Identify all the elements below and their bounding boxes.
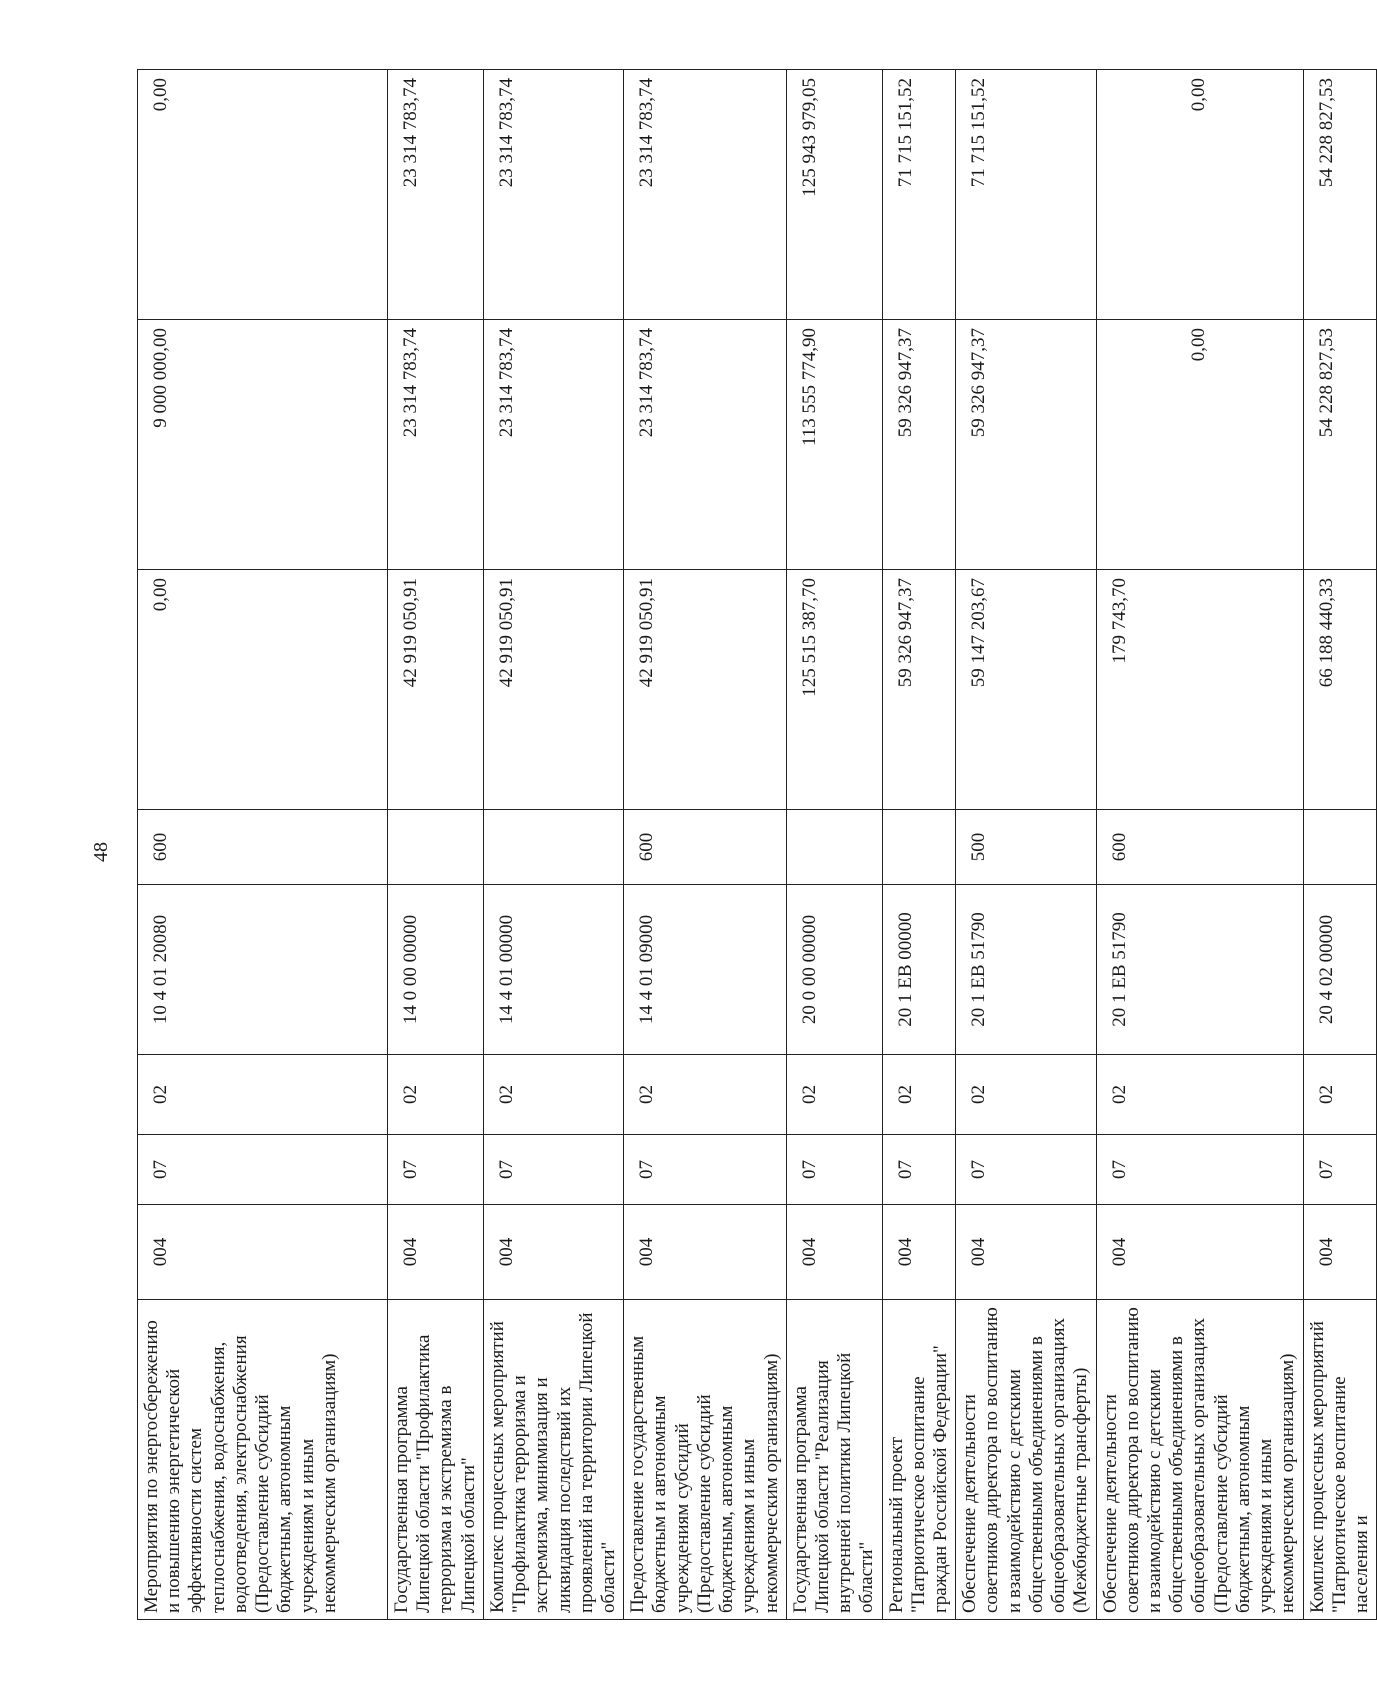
table-row xyxy=(1096,70,1303,1620)
expense-type-code xyxy=(483,810,623,885)
amount-2026: 23 314 783,74 xyxy=(483,70,623,320)
amount-2024: 42 919 050,91 xyxy=(624,570,787,810)
row-name: Региональный проект "Патриотическое воспитание граждан Российской Федерации" xyxy=(882,1300,956,1620)
amount-2024: 0,00 xyxy=(138,570,388,810)
section-code: 07 xyxy=(956,1135,1096,1205)
section-code: 07 xyxy=(786,1135,882,1205)
row-name: Государственная программа Липецкой области "Реализация внутренней политики Липецкой области" xyxy=(786,1300,882,1620)
table-row xyxy=(1303,70,1377,1620)
ministry-code: 004 xyxy=(483,1205,623,1300)
row-name: Обеспечение деятельности советников директора по воспитанию и взаимодействию с детскими общественными объединениями в общеобразовательных организациях (Межбюджетные трансферты) xyxy=(956,1300,1096,1620)
row-name: Мероприятия по энергосбережению и повышению энергетической эффективности систем теплоснабжения, водоснабжения, водоотведения, электроснабжения (Предоставление субсидий бюджетным, автономным учреждениям и иным некоммерческим организациям) xyxy=(138,1300,388,1620)
row-name: Предоставление государственным бюджетным и автономным учреждениям субсидий (Предоставление субсидий бюджетным, автономным учреждениям и иным некоммерческим организациям) xyxy=(624,1300,787,1620)
table-row xyxy=(624,70,787,1620)
target-article-code: 14 0 00 00000 xyxy=(388,885,484,1055)
amount-2024: 125 515 387,70 xyxy=(786,570,882,810)
ministry-code: 004 xyxy=(138,1205,388,1300)
amount-2026: 0,00 xyxy=(138,70,388,320)
table-row xyxy=(786,70,882,1620)
target-article-code: 20 1 ЕВ 51790 xyxy=(1096,885,1303,1055)
expense-type-code xyxy=(786,810,882,885)
row-name: Комплекс процессных мероприятий "Патриотическое воспитание населения и xyxy=(1303,1300,1377,1620)
table-row xyxy=(483,70,623,1620)
amount-2024: 179 743,70 xyxy=(1096,570,1303,810)
expense-type-code: 500 xyxy=(956,810,1096,885)
subsection-code: 02 xyxy=(956,1055,1096,1135)
amount-2026: 23 314 783,74 xyxy=(388,70,484,320)
amount-2025: 113 555 774,90 xyxy=(786,320,882,570)
amount-2026: 71 715 151,52 xyxy=(956,70,1096,320)
subsection-code: 02 xyxy=(882,1055,956,1135)
subsection-code: 02 xyxy=(1096,1055,1303,1135)
ministry-code: 004 xyxy=(1303,1205,1377,1300)
expense-type-code xyxy=(388,810,484,885)
target-article-code: 20 1 ЕВ 51790 xyxy=(956,885,1096,1055)
amount-2026: 71 715 151,52 xyxy=(882,70,956,320)
amount-2025: 54 228 827,53 xyxy=(1303,320,1377,570)
amount-2026: 54 228 827,53 xyxy=(1303,70,1377,320)
ministry-code: 004 xyxy=(956,1205,1096,1300)
subsection-code: 02 xyxy=(624,1055,787,1135)
table-row xyxy=(956,70,1096,1620)
ministry-code: 004 xyxy=(786,1205,882,1300)
subsection-code: 02 xyxy=(1303,1055,1377,1135)
table-row xyxy=(388,70,484,1620)
amount-2026: 0,00 xyxy=(1096,70,1303,320)
amount-2024: 66 188 440,33 xyxy=(1303,570,1377,810)
amount-2025: 59 326 947,37 xyxy=(956,320,1096,570)
amount-2025: 0,00 xyxy=(1096,320,1303,570)
table-body xyxy=(138,70,1377,1620)
target-article-code: 14 4 01 09000 xyxy=(624,885,787,1055)
section-code: 07 xyxy=(138,1135,388,1205)
amount-2026: 23 314 783,74 xyxy=(624,70,787,320)
expense-type-code xyxy=(882,810,956,885)
ministry-code: 004 xyxy=(624,1205,787,1300)
amount-2024: 42 919 050,91 xyxy=(483,570,623,810)
ministry-code: 004 xyxy=(388,1205,484,1300)
section-code: 07 xyxy=(624,1135,787,1205)
target-article-code: 20 0 00 00000 xyxy=(786,885,882,1055)
page-number: 48 xyxy=(89,842,112,862)
amount-2024: 42 919 050,91 xyxy=(388,570,484,810)
amount-2025: 59 326 947,37 xyxy=(882,320,956,570)
target-article-code: 10 4 01 20080 xyxy=(138,885,388,1055)
row-name: Комплекс процессных мероприятий "Профилактика терроризма и экстремизма, минимизация и ликвидация последствий их проявлений на территории Липецкой области" xyxy=(483,1300,623,1620)
amount-2025: 23 314 783,74 xyxy=(388,320,484,570)
table-row xyxy=(138,70,388,1620)
amount-2026: 125 943 979,05 xyxy=(786,70,882,320)
section-code: 07 xyxy=(1303,1135,1377,1205)
subsection-code: 02 xyxy=(786,1055,882,1135)
target-article-code: 20 4 02 00000 xyxy=(1303,885,1377,1055)
expense-type-code: 600 xyxy=(1096,810,1303,885)
subsection-code: 02 xyxy=(483,1055,623,1135)
row-name: Государственная программа Липецкой области "Профилактика терроризма и экстремизма в Липецкой области" xyxy=(388,1300,484,1620)
amount-2025: 23 314 783,74 xyxy=(483,320,623,570)
ministry-code: 004 xyxy=(1096,1205,1303,1300)
section-code: 07 xyxy=(882,1135,956,1205)
table-row xyxy=(882,70,956,1620)
expense-type-code: 600 xyxy=(138,810,388,885)
ministry-code: 004 xyxy=(882,1205,956,1300)
target-article-code: 14 4 01 00000 xyxy=(483,885,623,1055)
subsection-code: 02 xyxy=(138,1055,388,1135)
target-article-code: 20 1 ЕВ 00000 xyxy=(882,885,956,1055)
section-code: 07 xyxy=(388,1135,484,1205)
amount-2024: 59 326 947,37 xyxy=(882,570,956,810)
amount-2024: 59 147 203,67 xyxy=(956,570,1096,810)
section-code: 07 xyxy=(1096,1135,1303,1205)
subsection-code: 02 xyxy=(388,1055,484,1135)
amount-2025: 9 000 000,00 xyxy=(138,320,388,570)
rotated-table-container xyxy=(137,70,1372,1620)
expense-type-code: 600 xyxy=(624,810,787,885)
expense-type-code xyxy=(1303,810,1377,885)
budget-table xyxy=(137,69,1377,1620)
section-code: 07 xyxy=(483,1135,623,1205)
amount-2025: 23 314 783,74 xyxy=(624,320,787,570)
row-name: Обеспечение деятельности советников директора по воспитанию и взаимодействию с детскими общественными объединениями в общеобразовательных организациях (Предоставление субсидий бюджетным, автономным учреждениям и иным некоммерческим организациям) xyxy=(1096,1300,1303,1620)
